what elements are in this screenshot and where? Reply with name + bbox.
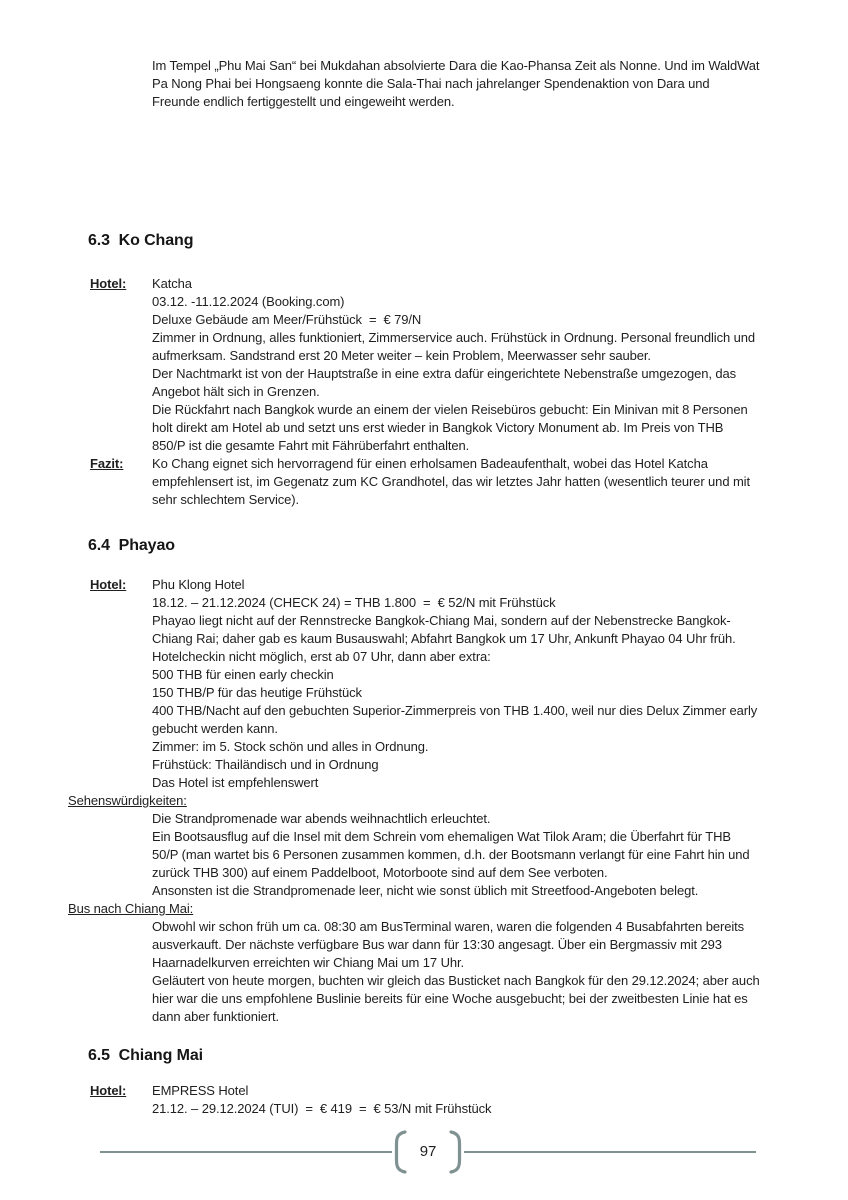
page-number-bracket-right-icon: [448, 1129, 464, 1175]
page-number: 97: [419, 1143, 437, 1160]
hotel-detail-line: Der Nachtmarkt ist von der Hauptstraße in eine extra dafür eingerichtete Nebenstraße umgezogen, das Angebot hält sich in Grenzen.: [152, 366, 739, 399]
bus-label: Bus nach Chiang Mai:: [68, 901, 194, 916]
section-heading-ko-chang: 6.3 Ko Chang: [88, 232, 194, 249]
footer-rule-left: [100, 1151, 392, 1153]
hotel-detail-line: 150 THB/P für das heutige Frühstück: [152, 685, 362, 700]
hotel-detail-line: Katcha: [152, 276, 192, 291]
ko-chang-fazit-row: [90, 455, 848, 509]
hotel-detail-line: Frühstück: Thailändisch und in Ordnung: [152, 757, 379, 772]
page-footer: [100, 1128, 756, 1176]
ko-chang-hotel-row: [90, 275, 848, 455]
phayao-bus-details: [152, 918, 764, 1026]
section-heading-phayao: 6.4 Phayao: [88, 537, 175, 554]
sights-line: Ansonsten ist die Strandpromenade leer, nicht wie sonst üblich mit Streetfood-Angeboten belegt.: [152, 883, 699, 898]
hotel-label: Hotel:: [90, 577, 127, 592]
hotel-detail-line: Phayao liegt nicht auf der Rennstrecke Bangkok-Chiang Mai, sondern auf der Nebenstrecke Bangkok-Chiang Rai; daher gab es kaum Busauswahl; Abfahrt Bangkok um 17 Uhr, Ankunft Phayao 04 Uhr früh.: [152, 613, 736, 646]
phayao-hotel-row: [90, 576, 848, 792]
hotel-detail-line: 500 THB für einen early checkin: [152, 667, 334, 682]
hotel-detail-line: 21.12. – 29.12.2024 (TUI) = € 419 = € 53/N mit Frühstück: [152, 1101, 492, 1116]
chiang-mai-hotel-row: [90, 1082, 848, 1118]
page-number-bracket-left-icon: [392, 1129, 408, 1175]
intro-paragraph: Im Tempel „Phu Mai San“ bei Mukdahan absolvierte Dara die Kao-Phansa Zeit als Nonne. Und im WaldWat Pa Nong Phai bei Hongsaeng konnte die Sala-Thai nach jahrelanger Spendenaktion von Dara und Freunde endlich fertiggestellt und eingeweiht werden.: [152, 58, 763, 109]
hotel-detail-line: Zimmer in Ordnung, alles funktioniert, Zimmerservice auch. Frühstück in Ordnung. Personal freundlich und aufmerksam. Sandstrand erst 20 Meter weiter – kein Problem, Meerwasser sehr sauber.: [152, 330, 759, 363]
footer-rule-right: [464, 1151, 756, 1153]
ko-chang-fazit-text: [152, 455, 760, 509]
sights-label: Sehenswürdigkeiten:: [68, 793, 187, 808]
hotel-detail-line: Die Rückfahrt nach Bangkok wurde an einem der vielen Reisebüros gebucht: Ein Minivan mit 8 Personen holt direkt am Hotel ab und setzt uns erst wieder in Bangkok Victory Monument ab. Im Preis von THB 850/P ist die gesamte Fahrt mit Fährüberfahrt enthalten.: [152, 402, 752, 453]
hotel-detail-line: 400 THB/Nacht auf den gebuchten Superior-Zimmerpreis von THB 1.400, weil nur dies Delux Zimmer early gebucht werden kann.: [152, 703, 761, 736]
hotel-label: Hotel:: [90, 276, 127, 291]
intro-section: [152, 57, 763, 111]
section-heading-chiang-mai: 6.5 Chiang Mai: [88, 1047, 203, 1064]
hotel-detail-line: Phu Klong Hotel: [152, 577, 245, 592]
hotel-label: Hotel:: [90, 1083, 127, 1098]
phayao-sights-details: [152, 810, 760, 900]
fazit-paragraph: Ko Chang eignet sich hervorragend für einen erholsamen Badeaufenthalt, wobei das Hotel Katcha empfehlensert ist, im Gegenatz zum KC Grandhotel, das wir letztes Jahr hatten (wesentlich teurer und mit sehr schlechtem Service).: [152, 456, 754, 507]
hotel-detail-line: Deluxe Gebäude am Meer/Frühstück = € 79/N: [152, 312, 422, 327]
hotel-detail-line: Hotelcheckin nicht möglich, erst ab 07 Uhr, dann aber extra:: [152, 649, 491, 664]
ko-chang-hotel-details: [152, 275, 760, 455]
hotel-detail-line: 03.12. -11.12.2024 (Booking.com): [152, 294, 345, 309]
sights-line: Ein Bootsausflug auf die Insel mit dem Schrein vom ehemaligen Wat Tilok Aram; die Überfahrt für THB 50/P (man wartet bis 6 Personen zusammen kommen, d.h. der Bootsmann verlangt für eine Fahrt hin und zurück THB 300) auf einem Paddelboot, Motorboote sind auf dem See verboten.: [152, 829, 754, 880]
phayao-hotel-details: [152, 576, 760, 792]
hotel-detail-line: 18.12. – 21.12.2024 (CHECK 24) = THB 1.800 = € 52/N mit Frühstück: [152, 595, 556, 610]
sights-line: Die Strandpromenade war abends weihnachtlich erleuchtet.: [152, 811, 491, 826]
chiang-mai-hotel-details: [152, 1082, 760, 1118]
bus-line: Obwohl wir schon früh um ca. 08:30 am BusTerminal waren, waren die folgenden 4 Busabfahrten bereits ausverkauft. Der nächste verfügbare Bus war dann für 13:30 angesagt. Über ein Bergmassiv mit 293 Haarnadelkurven erreichten wir Chiang Mai um 17 Uhr.: [152, 919, 748, 970]
fazit-label: Fazit:: [90, 456, 124, 471]
hotel-detail-line: Zimmer: im 5. Stock schön und alles in Ordnung.: [152, 739, 429, 754]
bus-line: Geläutert von heute morgen, buchten wir gleich das Busticket nach Bangkok für den 29.12.2024; aber auch hier war die uns empfohlene Buslinie bereits für eine Woche ausgebucht; bei der zweitbesten Linie hat es dann aber funktioniert.: [152, 973, 764, 1024]
hotel-detail-line: EMPRESS Hotel: [152, 1083, 249, 1098]
hotel-detail-line: Das Hotel ist empfehlenswert: [152, 775, 319, 790]
